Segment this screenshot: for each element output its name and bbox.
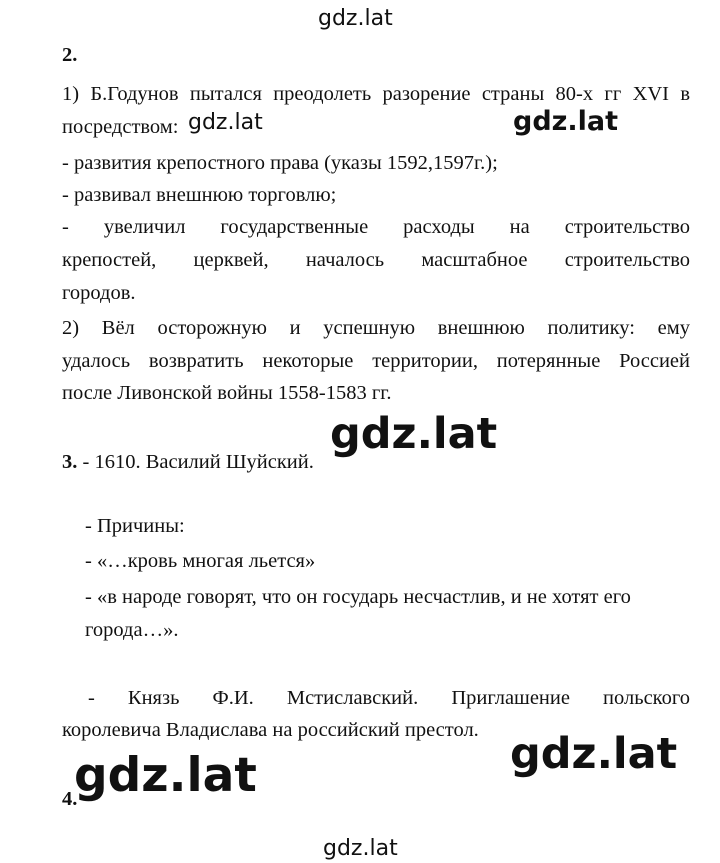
- watermark-top: gdz.lat: [318, 6, 393, 31]
- q2-line-3: - развития крепостного права (указы 1592,1597г.);: [62, 152, 498, 174]
- q2-line-1: 1) Б.Годунов пытался преодолеть разорение страны 80-х гг XVI в: [62, 83, 690, 105]
- q2-line-8: 2) Вёл осторожную и успешную внешнюю политику: ему: [62, 317, 690, 339]
- question-4-number: 4.: [62, 788, 78, 810]
- watermark-right-2: gdz.lat: [510, 729, 678, 779]
- q3-line-6: - Князь Ф.И. Мстиславский. Приглашение польского: [88, 687, 690, 709]
- q2-line-10: после Ливонской войны 1558-1583 гг.: [62, 382, 392, 404]
- q2-line-5: - увеличил государственные расходы на строительство: [62, 216, 690, 238]
- question-2-number: 2.: [62, 44, 78, 66]
- q3-line-4: - «в народе говорят, что он государь несчастлив, и не хотят его: [85, 586, 631, 608]
- question-3-line: [62, 452, 314, 473]
- q3-line-3: - «…кровь многая льется»: [85, 550, 316, 572]
- watermark-inline: gdz.lat: [188, 110, 263, 135]
- watermark-bottom: gdz.lat: [323, 836, 398, 861]
- q2-line-6: крепостей, церквей, началось масштабное строительство: [62, 249, 690, 271]
- q2-line-9: удалось возвратить некоторые территории, потерянные Россией: [62, 350, 690, 372]
- q2-line-7: городов.: [62, 282, 136, 304]
- q3-line-5: города…».: [85, 619, 179, 641]
- q2-line-2: посредством:: [62, 116, 179, 138]
- watermark-right-1: gdz.lat: [513, 106, 619, 137]
- question-3-number: 3.: [62, 451, 78, 473]
- q3-line-1: - 1610. Василий Шуйский.: [77, 451, 314, 473]
- q3-line-2: - Причины:: [85, 515, 185, 537]
- watermark-center: gdz.lat: [330, 409, 498, 459]
- q3-line-7: королевича Владислава на российский престол.: [62, 719, 479, 741]
- q2-line-4: - развивал внешнюю торговлю;: [62, 184, 337, 206]
- watermark-left: gdz.lat: [74, 748, 257, 803]
